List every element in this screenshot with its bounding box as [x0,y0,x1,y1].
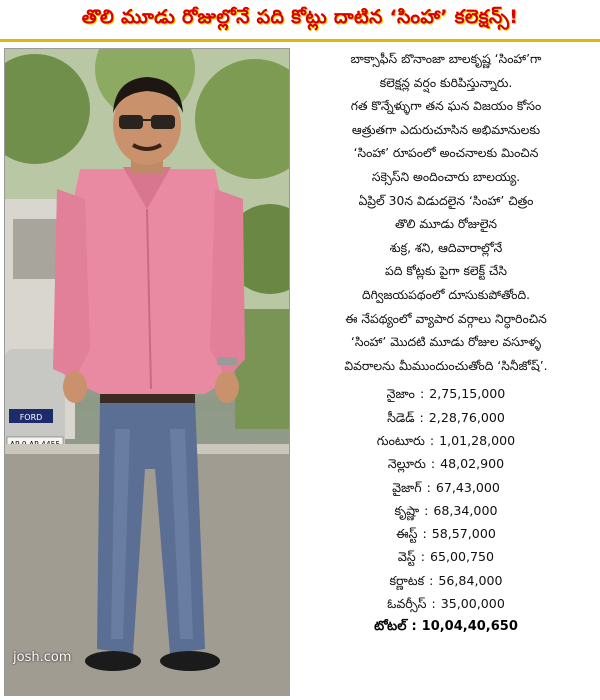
collection-region: కృష్ణా [394,502,420,518]
collection-separator: : [420,549,425,565]
total-label: టోటల్ [374,619,407,635]
collection-region: సీడెడ్ [387,409,415,425]
collection-separator: : [422,526,427,542]
collection-row [296,569,596,592]
collection-region: నైజాం [386,386,415,402]
car-badge-text: FORD [19,413,43,422]
collection-region: కర్ణాటక [389,572,425,588]
collection-row [296,545,596,568]
article-line: సక్సెస్‌ని అందించారు బాలయ్య. [371,169,521,184]
collection-amount: 67,43,000 [435,479,500,495]
collection-row [296,499,596,522]
collection-row [296,522,596,545]
collection-region: వైజాగ్ [392,479,422,495]
collection-region: నెల్లూరు [387,456,426,472]
collection-separator: : [429,572,434,588]
sunglasses-left [119,115,143,129]
article-line: వివరాలను మీముందుంచుతోంది ‘సినీజోష్’. [344,358,548,373]
collection-separator: : [429,432,435,448]
total-amount: 10,04,40,650 [421,619,518,635]
collection-amount: 65,00,750 [429,549,495,565]
collection-row [296,382,596,405]
collection-row [296,452,596,475]
collection-region: ఈస్ట్ [396,526,418,542]
collection-separator: : [419,409,424,425]
article-line: కలెక్షన్ల వర్షం కురిపిస్తున్నారు. [379,75,513,90]
actor-photo-illustration [5,49,290,696]
collection-separator: : [419,386,425,402]
collection-row [296,476,596,499]
sunglasses-right [151,115,175,129]
collection-amount: 48,02,900 [440,456,505,472]
collection-amount: 1,01,28,000 [439,432,516,448]
article-line: గత కొన్నేళ్ళుగా తన ఘన విజయం కోసం [350,99,542,114]
article-line: శుక్ర, శని, ఆదివారాల్లోనే [389,240,503,255]
collection-separator: : [426,479,431,495]
article-line: దిగ్విజయపథంలో దూసుకుపోతోంది. [361,287,531,302]
article-line: బాక్సాఫీస్ బొనాంజా బాలకృష్ణ ‘సింహా’గా [350,52,542,66]
right-shoe [160,651,220,671]
collection-amount: 56,84,000 [438,572,503,588]
collection-separator: : [424,502,429,518]
collection-amount: 68,34,000 [433,502,498,518]
article-paragraph [296,48,596,378]
collection-amount: 35,00,000 [440,595,505,611]
actor-photo [4,48,290,696]
total-separator: : [411,619,417,635]
article-line: ‘సింహా’ మొదటి మూడు రోజుల వసూళ్ళ [350,335,542,350]
headline-banner [0,0,600,42]
collection-amount: 2,28,76,000 [428,409,505,425]
collection-amount: 2,75,15,000 [429,386,506,402]
article-line: ఏప్రిల్ 30న విడుదలైన ‘సింహా’ చిత్రం [358,193,534,208]
article-line: ఆత్రుతగా ఎదురుచూసిన అభిమానులకు [351,122,541,137]
article-body [296,48,596,696]
article-line: ఈ నేపథ్యంలో వ్యాపార వర్గాలు నిర్ధారించిన [345,311,547,326]
collection-region: గుంటూరు [376,432,425,448]
collection-region: ఓవర్సీస్ [387,595,427,611]
left-hand [63,371,87,403]
wristwatch [217,357,237,365]
left-shoe [85,651,141,671]
left-arm [53,189,90,379]
headline-title: తొలి మూడు రోజుల్లోనే పది కోట్లు దాటిన ‘సింహా’ కలెక్షన్స్! [81,6,519,28]
right-arm [210,189,245,379]
right-hand [215,371,239,403]
article-line: ‘సింహా’ రూపంలో అంచనాలకు మించిన [353,146,539,161]
collection-separator: : [431,595,436,611]
article-line: తొలి మూడు రోజులైన [394,217,498,232]
collection-separator: : [430,456,436,472]
collection-amount: 58,57,000 [431,526,496,542]
collection-row [296,429,596,452]
collection-row [296,406,596,429]
collections-total [296,615,596,639]
article-line: పది కోట్లకు పైగా కలెక్ట్ చేసి [385,264,507,279]
collections-list [296,382,596,615]
collection-region: వెస్ట్ [397,549,416,565]
photo-watermark: josh.com [13,650,72,665]
collection-row [296,592,596,615]
